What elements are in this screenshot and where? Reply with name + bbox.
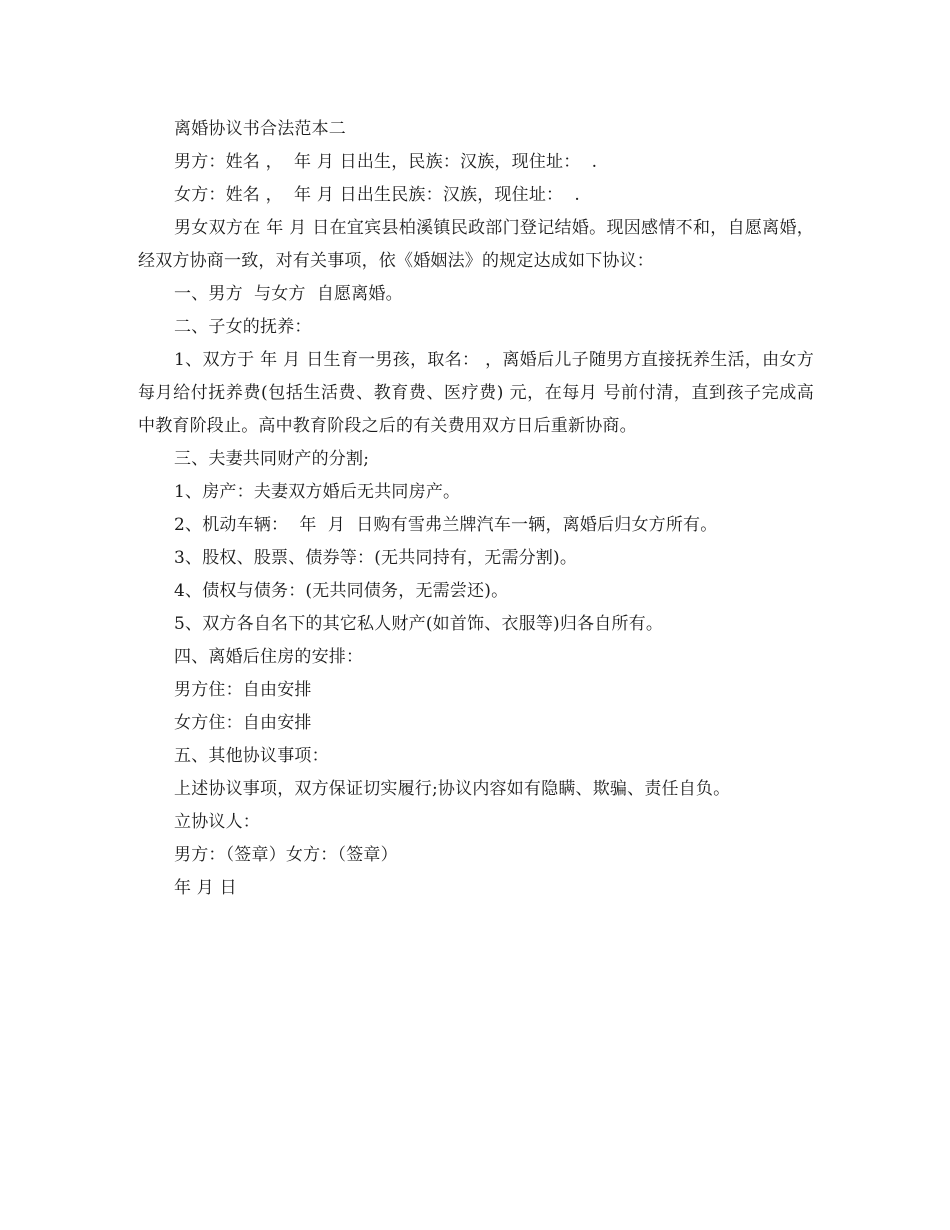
signatories-label: 立协议人： <box>174 812 260 832</box>
child-support-paragraph: 1、双方于 年 月 日生育一男孩，取名： ，离婚后儿子随男方直接抚养生活，由女方每月给付抚养费(包括生活费、教育费、医疗费) 元，在每月 号前付清，直到孩子完成高中教育阶段止。高中教育阶段之后的有关费用双方日后重新协商。 <box>138 350 814 436</box>
property-item-debts: 4、债权与债务：(无共同债务，无需尝还)。 <box>174 581 509 601</box>
property-item-stocks: 3、股权、股票、债券等：(无共同持有，无需分割)。 <box>174 548 578 568</box>
property-item-house: 1、房产：夫妻双方婚后无共同房产。 <box>174 482 461 502</box>
property-item-personal: 5、双方各自名下的其它私人财产(如首饰、衣服等)归各自所有。 <box>174 614 664 634</box>
clause-1-divorce: 一、男方 与女方 自愿离婚。 <box>174 284 403 304</box>
date-line: 年 月 日 <box>174 878 237 898</box>
female-housing: 女方住：自由安排 <box>174 713 312 733</box>
male-party-info: 男方：姓名 ， 年 月 日出生，民族：汉族，现住址： . <box>174 152 598 172</box>
female-party-info: 女方：姓名 ， 年 月 日出生民族：汉族，现住址： . <box>174 185 581 205</box>
clause-4-heading: 四、离婚后住房的安排： <box>174 647 364 667</box>
compliance-statement: 上述协议事项，双方保证切实履行;协议内容如有隐瞒、欺骗、责任自负。 <box>174 779 731 799</box>
document-title: 离婚协议书合法范本二 <box>174 119 346 139</box>
document-body <box>138 113 814 905</box>
signature-line: 男方：（签章）女方：（签章） <box>174 845 398 865</box>
marriage-statement-paragraph: 男女双方在 年 月 日在宜宾县柏溪镇民政部门登记结婚。现因感情不和，自愿离婚，经双方协商一致，对有关事项，依《婚姻法》的规定达成如下协议： <box>138 218 814 271</box>
property-item-vehicle: 2、机动车辆： 年 月 日购有雪弗兰牌汽车一辆，离婚后归女方所有。 <box>174 515 718 535</box>
clause-3-heading: 三、夫妻共同财产的分割; <box>174 449 370 469</box>
clause-2-heading: 二、子女的抚养： <box>174 317 312 337</box>
male-housing: 男方住：自由安排 <box>174 680 312 700</box>
clause-5-heading: 五、其他协议事项： <box>174 746 329 766</box>
